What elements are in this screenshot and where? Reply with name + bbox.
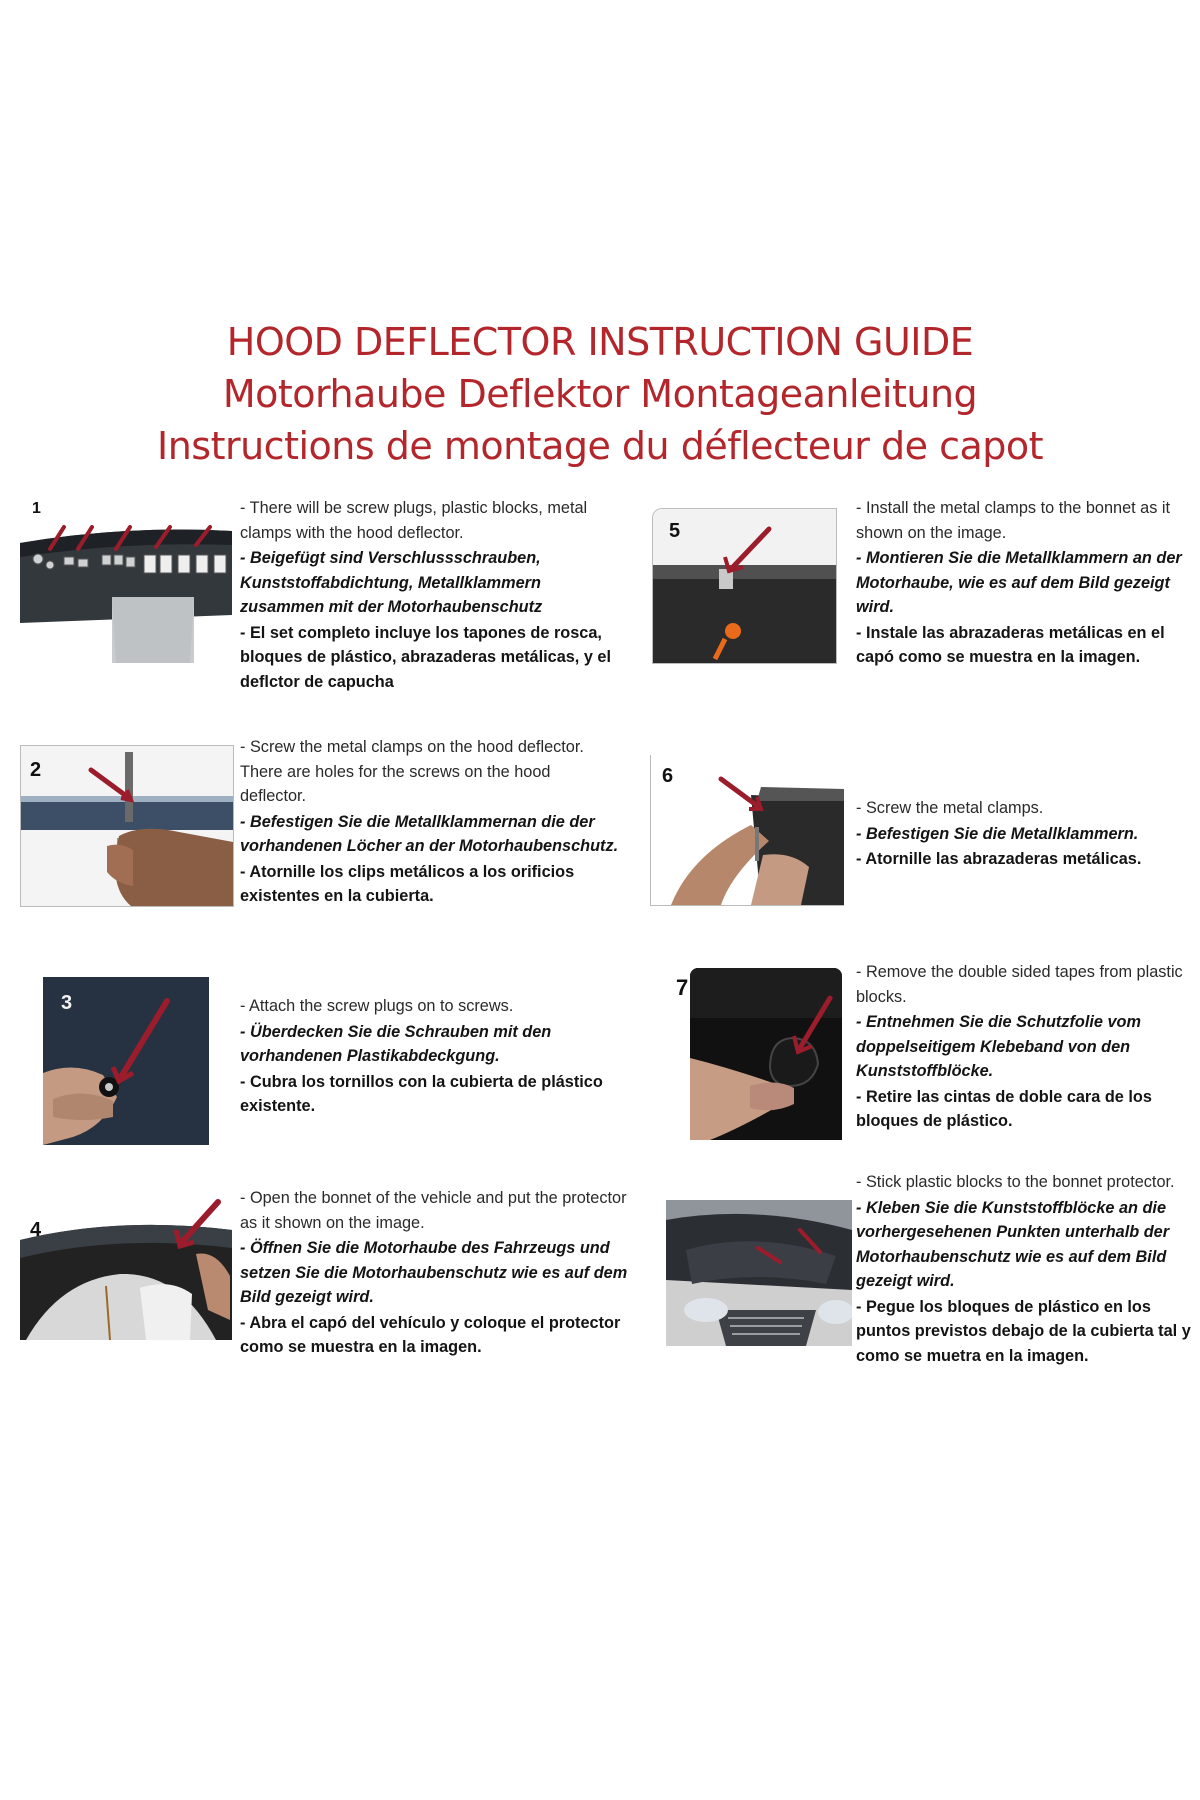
- step-6-german: - Befestigen Sie die Metallklammern.: [856, 824, 1139, 843]
- step-4-english: - Open the bonnet of the vehicle and put the protector as it shown on the image.: [240, 1189, 627, 1232]
- step-4-text: [240, 1186, 640, 1361]
- step-2-spanish: - Atornille los clips metálicos a los orificios existentes en la cubierta.: [240, 862, 575, 905]
- title-english: HOOD DEFLECTOR INSTRUCTION GUIDE: [226, 320, 974, 364]
- step-2-german: - Befestigen Sie die Metallklammernan die der vorhandenen Löcher an der Motorhaubenschutz.: [240, 812, 619, 855]
- step-8-german: - Kleben Sie die Kunststoffblöcke an die vorhergesehenen Punkten unterhalb der Motorhaubenschutz wie es auf dem Bild gezeigt wird.: [856, 1198, 1170, 1290]
- step-7-german: - Entnehmen Sie die Schutzfolie vom doppelseitigem Klebeband von den Kunststoffblöcke.: [856, 1013, 1141, 1080]
- step-6-english: - Screw the metal clamps.: [856, 799, 1044, 817]
- step-3-german: - Überdecken Sie die Schrauben mit den vorhandenen Plastikabdeckgung.: [240, 1022, 552, 1065]
- step-4-photo: [20, 1190, 232, 1340]
- step-3-spanish: - Cubra los tornillos con la cubierta de plástico existente.: [240, 1072, 603, 1115]
- step-3-number: 3: [61, 992, 73, 1014]
- step-1-text: [240, 496, 620, 695]
- step-1-photo: [20, 505, 232, 665]
- step-2-english: - Screw the metal clamps on the hood deflector. There are holes for the screws on the hood deflector.: [240, 738, 584, 805]
- step-7-photo: [690, 968, 842, 1140]
- step-8-photo: [666, 1200, 852, 1346]
- title-french: Instructions de montage du déflecteur de capot: [156, 424, 1044, 468]
- step-7-text: [856, 960, 1196, 1135]
- step-5-spanish: - Instale las abrazaderas metálicas en el capó como se muestra en la imagen.: [856, 623, 1165, 666]
- step-1-number: 1: [32, 500, 41, 517]
- step-1-spanish: - El set completo incluye los tapones de rosca, bloques de plástico, abrazaderas metálicas, y el deflctor de capucha: [240, 623, 612, 691]
- title-german: Motorhaube Deflektor Montageanleitung: [222, 372, 978, 416]
- step-4-german: - Öffnen Sie die Motorhaube des Fahrzeugs und setzen Sie die Motorhaubenschutz wie es auf dem Bild gezeigt wird.: [240, 1239, 628, 1306]
- step-2-text: [240, 735, 620, 910]
- step-4-spanish: - Abra el capó del vehículo y coloque el protector como se muestra en la imagen.: [240, 1313, 621, 1356]
- step-6-photo: [650, 755, 844, 906]
- step-5-english: - Install the metal clamps to the bonnet as it shown on the image.: [856, 499, 1171, 542]
- step-3-english: - Attach the screw plugs on to screws.: [240, 997, 514, 1015]
- step-8-english: - Stick plastic blocks to the bonnet protector.: [856, 1173, 1175, 1191]
- step-8-text: [856, 1170, 1196, 1369]
- step-1-english: - There will be screw plugs, plastic blocks, metal clamps with the hood deflector.: [240, 499, 588, 542]
- step-8-spanish: - Pegue los bloques de plástico en los puntos previstos debajo de la cubierta tal y como se muetra en la imagen.: [856, 1297, 1191, 1365]
- step-6-text: [856, 796, 1196, 873]
- step-5-number: 5: [669, 520, 681, 542]
- step-7-number: 7: [676, 975, 689, 1000]
- step-3-text: [240, 994, 620, 1120]
- step-6-number: 6: [662, 765, 674, 787]
- step-6-spanish: - Atornille las abrazaderas metálicas.: [856, 850, 1142, 868]
- step-7-english: - Remove the double sided tapes from plastic blocks.: [856, 963, 1183, 1006]
- step-5-german: - Montieren Sie die Metallklammern an der Motorhaube, wie es auf dem Bild gezeigt wird.: [856, 549, 1182, 616]
- step-4-number: 4: [30, 1219, 42, 1241]
- step-7-spanish: - Retire las cintas de doble cara de los bloques de plástico.: [856, 1087, 1152, 1130]
- step-2-photo: [20, 745, 234, 907]
- step-5-text: [856, 496, 1196, 671]
- step-1-german: - Beigefügt sind Verschlussschrauben, Kunststoffabdichtung, Metallklammern zusammen mit der Motorhaubenschutz: [240, 549, 543, 616]
- step-2-number: 2: [30, 759, 42, 781]
